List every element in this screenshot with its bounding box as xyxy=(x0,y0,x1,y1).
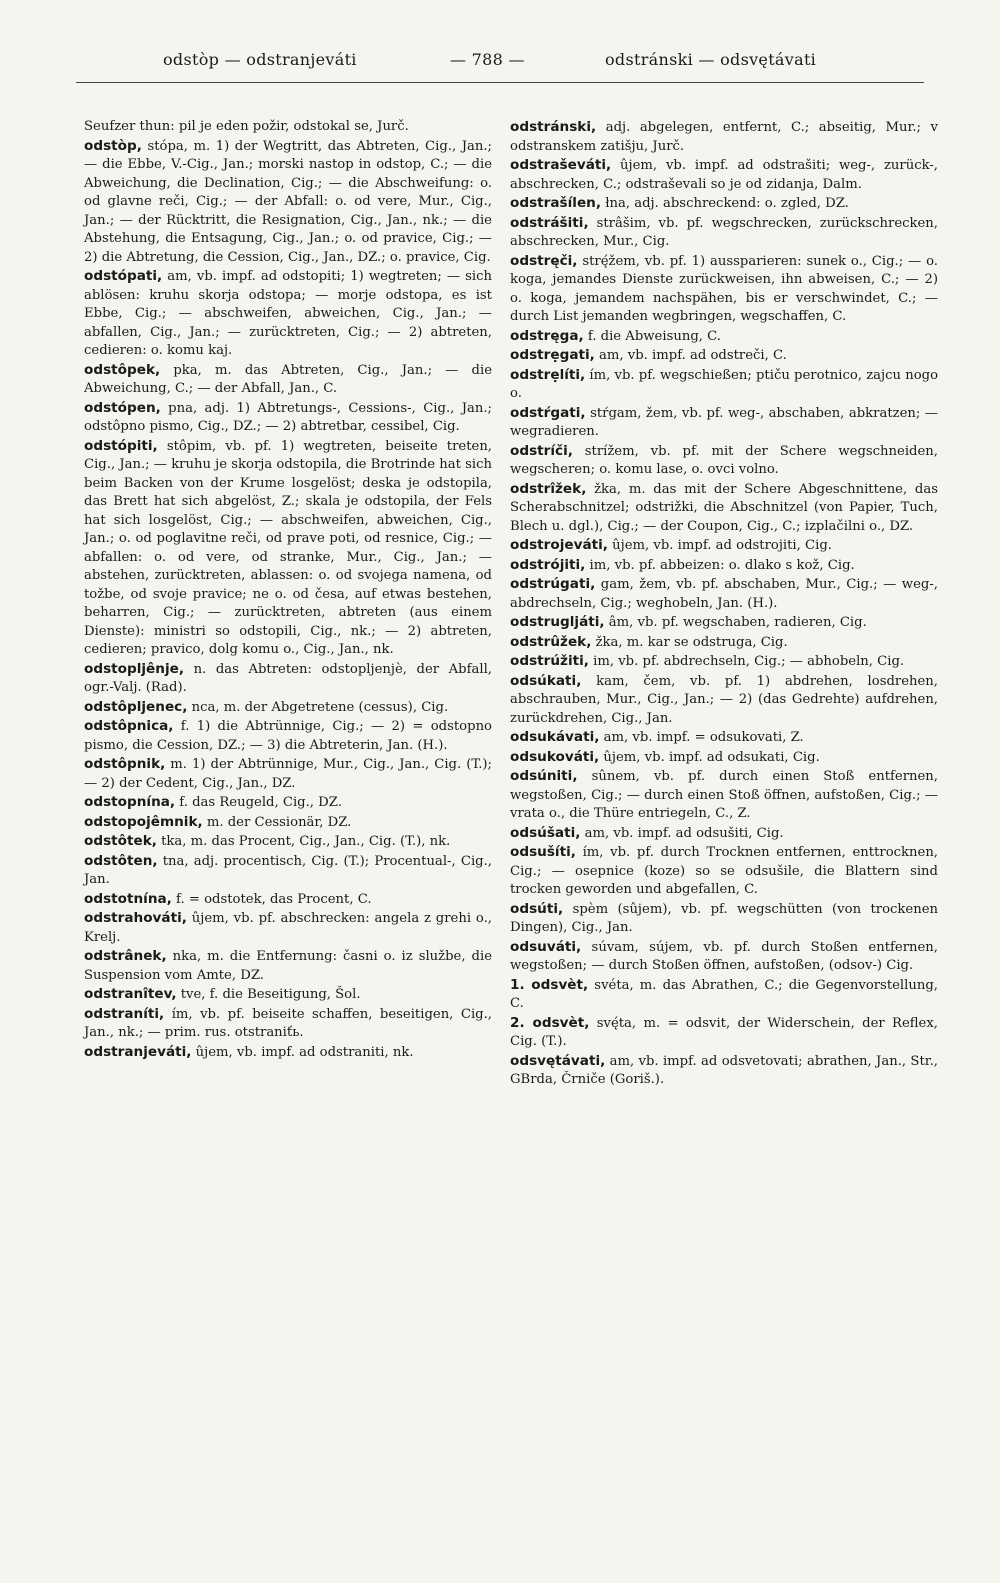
entry-headword: odstrẹlíti, xyxy=(510,366,586,383)
entry-headword: odstrašílen, xyxy=(510,195,602,211)
right-column xyxy=(510,118,938,1090)
entry-definition: ûjem, vb. pf. abschrecken: angela z grehi o., Krelj. xyxy=(84,911,492,945)
dictionary-entry xyxy=(84,698,492,718)
entry-definition: ûjem, vb. impf. ad odstraniti, nk. xyxy=(191,1044,414,1060)
dictionary-entry xyxy=(84,717,492,755)
dictionary-entry xyxy=(510,214,938,252)
dictionary-entry xyxy=(84,1043,492,1063)
header-rule xyxy=(76,82,924,83)
entry-headword: odstopljênje, xyxy=(84,660,184,677)
entry-definition: strę́žem, vb. pf. 1) aussparieren: sunek o., Cig.; — o. koga, jemandes Dienste zurückweisen, ihn abweisen, C.; — 2) o. koga, jemandem nachspähen, bis er verschwindet, C.; — durch List jemanden wegbringen, wegschaffen, C. xyxy=(510,253,938,324)
entry-headword: odstrugljáti, xyxy=(510,614,605,630)
entry-headword: odstôpnik, xyxy=(84,756,166,772)
entry-definition: svę́ta, m. = odsvit, der Widerschein, der Reflex, Cig. (T.). xyxy=(510,1015,938,1049)
dictionary-entry xyxy=(84,267,492,361)
dictionary-entry xyxy=(84,909,492,947)
entry-definition: f. = odstotek, das Procent, C. xyxy=(171,891,372,907)
entry-definition: stŕgam, žem, vb. pf. weg-, abschaben, abkratzen; — wegradieren. xyxy=(510,405,938,439)
entry-headword: odstópati, xyxy=(84,268,163,284)
entry-headword: odstrîžek, xyxy=(510,480,587,497)
entry-headword: odstôpnica, xyxy=(84,718,174,734)
entry-definition: f. die Abweisung, C. xyxy=(583,328,721,344)
dictionary-entry xyxy=(84,890,492,910)
entry-headword: odstranîtev, xyxy=(84,986,177,1002)
entry-definition: m. der Cessionär, DZ. xyxy=(202,814,352,830)
entry-definition: strâšim, vb. pf. wegschrecken, zurückschrecken, abschrecken, Mur., Cig. xyxy=(510,215,938,249)
dictionary-entry xyxy=(84,437,492,660)
dictionary-entry xyxy=(510,843,938,900)
entry-definition: pna, adj. 1) Abtretungs-, Cessions-, Cig., Jan.; odstôpno pismo, Cig., DZ.; — 2) abtretbar, cessibel, Cig. xyxy=(84,400,492,434)
dictionary-entry xyxy=(84,660,492,698)
entry-definition: ûjem, vb. impf. ad odstrašiti; weg-, zurück-, abschrecken, C.; odstraševali so je od zidanja, Dalm. xyxy=(510,158,938,192)
entry-headword: odstrúžiti, xyxy=(510,653,589,669)
entry-definition: am, vb. impf. = odsukovati, Z. xyxy=(599,730,804,745)
entry-headword: odsúšati, xyxy=(510,824,581,841)
entry-headword: odstręči, xyxy=(510,252,578,269)
entry-definition: ím, vb. pf. wegschießen; ptiču perotnico, zajcu nogo o. xyxy=(510,367,939,401)
entry-definition: m. 1) der Abtrünnige, Mur., Cig., Jan., Cig. (T.); — 2) der Cedent, Cig., Jan., DZ. xyxy=(84,757,492,791)
entry-headword: odstrẹgati, xyxy=(510,347,595,363)
entry-definition: ûjem, vb. impf. ad odsukati, Cig. xyxy=(599,749,820,765)
entry-definition: f. das Reugeld, Cig., DZ. xyxy=(175,795,342,810)
dictionary-entry xyxy=(510,824,938,844)
entry-definition: am, vb. impf. ad odsušiti, Cig. xyxy=(580,825,784,841)
entry-definition: adj. abgelegen, entfernt, C.; abseitig, Mur.; v odstranskem zatišju, Jurč. xyxy=(510,120,938,154)
dictionary-entry xyxy=(510,728,938,748)
entry-definition: im, vb. pf. abdrechseln, Cig.; — abhobeln, Cig. xyxy=(588,654,905,669)
dictionary-entry xyxy=(510,938,938,976)
entry-headword: odsukávati, xyxy=(510,729,600,745)
dictionary-entry xyxy=(84,137,492,268)
entry-headword: odstòp, xyxy=(84,137,142,154)
entry-definition: nca, m. der Abgetretene (cessus), Cig. xyxy=(187,699,449,715)
entry-definition: spèm (sûjem), vb. pf. wegschütten (von trockenen Dingen), Cig., Jan. xyxy=(510,901,938,935)
entry-headword: odstręga, xyxy=(510,327,584,344)
entry-definition: tve, f. die Beseitigung, Šol. xyxy=(176,987,361,1002)
dictionary-entry xyxy=(510,672,938,729)
entry-headword: 1. odsvèt, xyxy=(510,976,589,993)
dictionary-entry xyxy=(84,813,492,833)
entry-headword: odstríči, xyxy=(510,442,573,459)
entry-headword: odsvętávati, xyxy=(510,1052,606,1069)
dictionary-entry xyxy=(84,947,492,985)
entry-headword: odstraníti, xyxy=(84,1005,165,1022)
entry-definition: stôpim, vb. pf. 1) wegtreten, beiseite treten, Cig., Jan.; — kruhu je skorja odstopila, die Brotrinde hat sich beim Backen von der Krume losgelöst; deska je odstopila, das Brett hat sich abgelöst, Z.; skala je odstopila, der Fels hat sich losgelöst, Cig.; — abschweifen, abweichen, Cig., Jan.; o. od poglavitne reči, od prave poti, od resnice, Cig.; — abfallen: o. od vere, od stranke, Mur., Cig., Jan.; — abstehen, zurücktreten, ablassen: o. od svojega namena, od tožbe, od svoje pravice; ne o. od česa, auf etwas bestehen, beharren, Cig.; — zurücktreten, abtreten (aus einem Dienste): ministri so odstopili, Cig., nk.; — 2) abtreten, cedieren; pravico, dolg komu o., Cig., Jan., nk. xyxy=(84,438,492,657)
dictionary-entry xyxy=(84,793,492,813)
entry-definition: kam, čem, vb. pf. 1) abdrehen, losdrehen, abschrauben, Mur., Cig., Jan.; — 2) (das Gedrehte) aufdrehen, zurückdrehen, Cig., Jan. xyxy=(510,673,938,726)
entry-headword: odstopojêmnik, xyxy=(84,813,203,830)
dictionary-entry xyxy=(510,748,938,768)
entry-headword: odsukováti, xyxy=(510,748,600,765)
entry-definition: Seufzer thun: pil je eden požir, odstokal se, Jurč. xyxy=(84,119,409,134)
entry-definition: tna, adj. procentisch, Cig. (T.); Procentual-, Cig., Jan. xyxy=(84,853,492,887)
entry-headword: odstotnína, xyxy=(84,890,172,907)
entry-definition: žka, m. kar se odstruga, Cig. xyxy=(591,634,788,650)
entry-definition: ûjem, vb. impf. ad odstrojiti, Cig. xyxy=(607,538,832,553)
entry-headword: odstrânek, xyxy=(84,948,167,964)
dictionary-entry xyxy=(510,652,938,672)
dictionary-entry xyxy=(510,575,938,613)
entry-headword: odstrúgati, xyxy=(510,576,596,592)
entry-definition: am, vb. impf. ad odstreči, C. xyxy=(594,348,787,363)
dictionary-entry xyxy=(510,346,938,366)
entry-headword: odstŕgati, xyxy=(510,404,586,421)
entry-definition: svéta, m. das Abrathen, C.; die Gegenvorstellung, C. xyxy=(510,977,938,1011)
dictionary-entry xyxy=(84,985,492,1005)
entry-headword: odstranjeváti, xyxy=(84,1043,192,1060)
dictionary-entry xyxy=(510,252,938,327)
dictionary-entry xyxy=(84,832,492,852)
dictionary-entry xyxy=(510,480,938,537)
entry-definition: ím, vb. pf. beiseite schaffen, beseitigen, Cig., Jan., nk.; — prim. rus. otstraniťь. xyxy=(84,1006,492,1040)
dictionary-entry xyxy=(510,900,938,938)
entry-definition: âm, vb. pf. wegschaben, radieren, Cig. xyxy=(604,615,867,630)
entry-headword: odstópen, xyxy=(84,399,161,416)
entry-definition: sûnem, vb. pf. durch einen Stoß entfernen, wegstoßen, Cig.; — durch einen Stoß öffnen, aufstoßen, Cig.; — vrata o., die Thüre entriegeln, C., Z. xyxy=(510,769,938,821)
entry-definition: am, vb. impf. ad odsvetovati; abrathen, Jan., Str., GBrda, Črniče (Goriš.). xyxy=(510,1053,938,1087)
dictionary-entry xyxy=(510,118,938,156)
page-number: — 788 — xyxy=(450,50,525,69)
dictionary-entry xyxy=(84,852,492,890)
dictionary-entry xyxy=(510,194,938,214)
dictionary-entry xyxy=(510,1052,938,1090)
dictionary-entry xyxy=(84,361,492,399)
entry-definition: n. das Abtreten: odstopljenjè, der Abfall, ogr.-Valj. (Rad). xyxy=(84,661,492,695)
entry-definition: strížem, vb. pf. mit der Schere wegschneiden, wegscheren; o. komu lase, o. ovci volno. xyxy=(510,443,938,477)
entry-headword: odstrójiti, xyxy=(510,556,586,573)
entry-headword: odsúti, xyxy=(510,900,564,917)
entry-definition: žka, m. das mit der Schere Abgeschnittene, das Scherabschnitzel; odstrižki, die Abschnitzel (von Papier, Tuch, Blech u. dgl.), Cig.; — der Coupon, Cig., C.; izplačilni o., DZ. xyxy=(510,481,938,534)
entry-headword: odsúniti, xyxy=(510,768,578,784)
dictionary-entry xyxy=(510,633,938,653)
entry-headword: odstôpljenec, xyxy=(84,698,188,715)
entry-headword: odstraševáti, xyxy=(510,157,612,173)
entry-headword: odsušíti, xyxy=(510,844,576,860)
entry-definition: łna, adj. abschreckend: o. zgled, DZ. xyxy=(601,196,849,211)
entry-definition: súvam, sújem, vb. pf. durch Stoßen entfernen, wegstoßen; — durch Stoßen öffnen, aufstoßen, (odsov-) Cig. xyxy=(510,939,938,973)
entry-definition: stópa, m. 1) der Wegtritt, das Abtreten, Cig., Jan.; — die Ebbe, V.-Cig., Jan.; morski nastop in odstop, C.; — die Abweichung, die Declination, Cig.; — die Abschweifung: o. od glavne reči, Cig.; — der Abfall: o. od vere, Mur., Cig., Jan.; — der Rücktritt, die Resignation, Cig., Jan., nk.; — die Abstehung, die Entsagung, Cig., Jan.; o. od pravice, Cig.; — 2) die Abtretung, die Cession, Cig., Jan., DZ.; o. pravice, Cig. xyxy=(84,138,492,265)
entry-definition: am, vb. impf. ad odstopiti; 1) wegtreten; — sich ablösen: kruhu skorja odstopa; — morje odstopa, es ist Ebbe, Cig.; — abschweifen, abweichen, Cig., Jan.; — abfallen, Cig., Jan.; — zurücktreten, Cig.; — 2) abtreten, cedieren: o. komu kaj. xyxy=(84,269,492,358)
dictionary-entry xyxy=(510,442,938,480)
dictionary-entry xyxy=(510,1014,938,1052)
entry-headword: odsuváti, xyxy=(510,938,582,955)
dictionary-entry xyxy=(510,613,938,633)
header-right: odstránski — odsvętávati xyxy=(605,50,817,69)
entry-headword: odstrahováti, xyxy=(84,910,187,926)
entry-headword: odstôten, xyxy=(84,852,158,869)
dictionary-entry xyxy=(510,536,938,556)
entry-definition: tka, m. das Procent, Cig., Jan., Cig. (T.), nk. xyxy=(156,834,451,849)
page-header xyxy=(0,50,1000,74)
entry-headword: odstrojeváti, xyxy=(510,537,608,553)
entry-definition: pka, m. das Abtreten, Cig., Jan.; — die Abweichung, C.; — der Abfall, Jan., C. xyxy=(84,362,492,396)
dictionary-entry xyxy=(510,366,938,404)
entry-definition: gam, žem, vb. pf. abschaben, Mur., Cig.; — weg-, abdrechseln, Cig.; weghobeln, Jan. (H.). xyxy=(510,577,938,611)
entry-headword: odstopnína, xyxy=(84,794,176,810)
dictionary-entry xyxy=(510,156,938,194)
entry-headword: odstôpek, xyxy=(84,361,161,378)
dictionary-entry xyxy=(510,556,938,576)
entry-definition: nka, m. die Entfernung: časni o. iz službe, die Suspension vom Amte, DZ. xyxy=(84,949,492,983)
dictionary-entry xyxy=(510,404,938,442)
entry-headword: odsúkati, xyxy=(510,672,582,689)
left-column xyxy=(84,118,492,1062)
dictionary-entry xyxy=(510,327,938,347)
dictionary-entry xyxy=(84,399,492,437)
entry-headword: odstránski, xyxy=(510,119,597,135)
dictionary-entry xyxy=(84,755,492,793)
entry-headword: odstrášiti, xyxy=(510,214,589,231)
entry-definition: f. 1) die Abtrünnige, Cig.; — 2) = odstopno pismo, die Cession, DZ.; — 3) die Abtreterin, Jan. (H.). xyxy=(84,719,492,753)
dictionary-entry xyxy=(510,767,938,824)
entry-headword: odstôtek, xyxy=(84,833,157,849)
entry-definition: ím, vb. pf. durch Trocknen entfernen, enttrocknen, Cig.; — osepnice (koze) so se odsušile, die Blattern sind trocken geworden und abgefallen, C. xyxy=(510,845,938,897)
entry-headword: 2. odsvèt, xyxy=(510,1014,590,1031)
dictionary-entry xyxy=(84,118,492,137)
entry-headword: odstópiti, xyxy=(84,437,158,454)
entry-headword: odstrûžek, xyxy=(510,633,592,650)
header-left: odstòp — odstranjeváti xyxy=(163,50,357,69)
dictionary-entry xyxy=(510,976,938,1014)
entry-definition: im, vb. pf. abbeizen: o. dlako s kož, Cig. xyxy=(585,557,855,573)
dictionary-entry xyxy=(84,1005,492,1043)
